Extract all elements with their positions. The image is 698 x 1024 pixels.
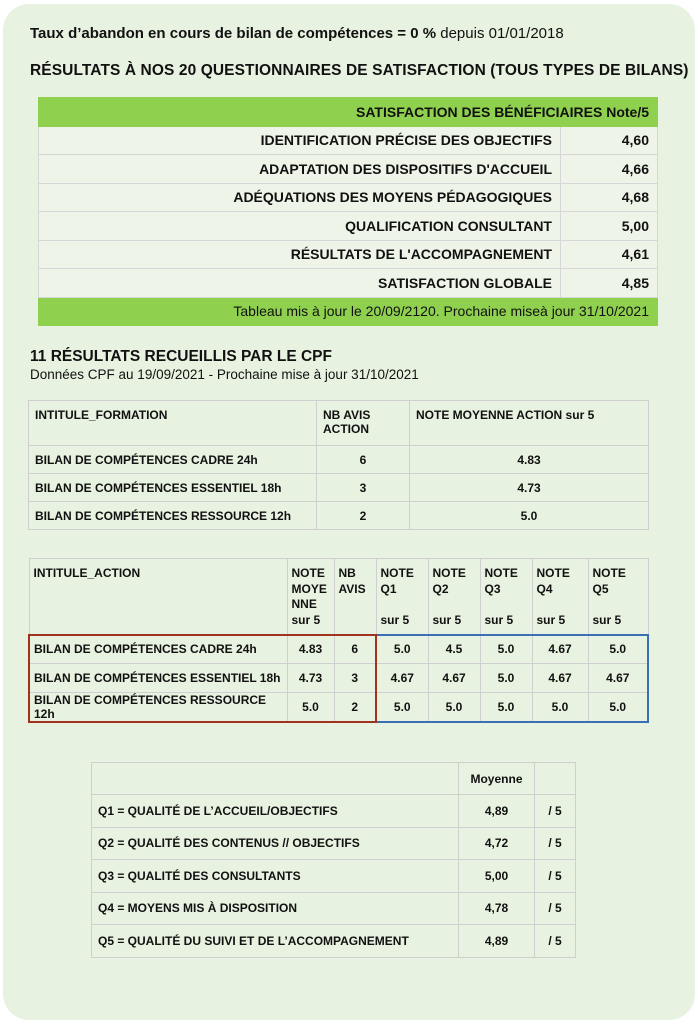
- table-row: Q1 = QUALITÉ DE L’ACCUEIL/OBJECTIFS 4,89 / 5: [92, 795, 576, 828]
- satisfaction-row: ADAPTATION DES DISPOSITIFS D'ACCUEIL 4,66: [39, 155, 658, 184]
- satisfaction-row: ADÉQUATIONS DES MOYENS PÉDAGOGIQUES 4,68: [39, 183, 658, 212]
- formation-table: [28, 400, 649, 530]
- table-row: Q2 = QUALITÉ DES CONTENUS // OBJECTIFS 4,72 / 5: [92, 827, 576, 860]
- action-header-row: INTITULE_ACTION NOTE MOYE NNE sur 5 NB AVIS NOTE Q1 sur 5 NOTE Q2 sur 5 NOTE Q3 sur 5 NOTE Q4 sur 5 NOTE Q5 sur 5: [29, 559, 648, 635]
- formation-header-row: INTITULE_FORMATION NB AVIS ACTION NOTE MOYENNE ACTION sur 5: [29, 401, 649, 446]
- satisfaction-table: [38, 97, 658, 326]
- moyenne-table: [91, 762, 576, 958]
- action-table: [28, 558, 649, 723]
- satisfaction-footer-row: [39, 297, 658, 326]
- table-row: BILAN DE COMPÉTENCES ESSENTIEL 18h 4.73 3 4.67 4.67 5.0 4.67 4.67: [29, 664, 648, 693]
- abandon-rate-text: Taux d’abandon en cours de bilan de compétences = 0 % depuis 01/01/2018: [30, 25, 564, 42]
- table-row: Q4 = MOYENS MIS À DISPOSITION 4,78 / 5: [92, 892, 576, 925]
- table-row: BILAN DE COMPÉTENCES ESSENTIEL 18h 3 4.73: [29, 474, 649, 502]
- satisfaction-row: QUALIFICATION CONSULTANT 5,00: [39, 212, 658, 241]
- satisfaction-row: RÉSULTATS DE L'ACCOMPAGNEMENT 4,61: [39, 240, 658, 269]
- table-row: BILAN DE COMPÉTENCES RESSOURCE 12h 2 5.0: [29, 502, 649, 530]
- satisfaction-header-row: [39, 98, 658, 127]
- table-row: BILAN DE COMPÉTENCES RESSOURCE 12h 5.0 2 5.0 5.0 5.0 5.0 5.0: [29, 693, 648, 723]
- table-row: BILAN DE COMPÉTENCES CADRE 24h 6 4.83: [29, 446, 649, 474]
- table-row: BILAN DE COMPÉTENCES CADRE 24h 4.83 6 5.0 4.5 5.0 4.67 5.0: [29, 635, 648, 664]
- satisfaction-footer: Tableau mis à jour le 20/09/2120. Prochaine miseà jour 31/10/2021: [39, 297, 658, 326]
- satisfaction-row: SATISFACTION GLOBALE 4,85: [39, 269, 658, 298]
- table-row: Q3 = QUALITÉ DES CONSULTANTS 5,00 / 5: [92, 860, 576, 893]
- moyenne-header: Moyenne: [459, 763, 535, 795]
- cpf-title: 11 RÉSULTATS RECUEILLIS PAR LE CPF: [30, 348, 332, 365]
- satisfaction-header: SATISFACTION DES BÉNÉFICIAIRES Note/5: [39, 98, 658, 127]
- table-row: Q5 = QUALITÉ DU SUIVI ET DE L’ACCOMPAGNEMENT 4,89 / 5: [92, 925, 576, 958]
- moyenne-header-row: [92, 763, 576, 795]
- results-title: RÉSULTATS À NOS 20 QUESTIONNAIRES DE SATISFACTION (TOUS TYPES DE BILANS): [30, 62, 689, 79]
- satisfaction-row: IDENTIFICATION PRÉCISE DES OBJECTIFS 4,60: [39, 126, 658, 155]
- cpf-subtitle: Données CPF au 19/09/2021 - Prochaine mise à jour 31/10/2021: [30, 367, 419, 382]
